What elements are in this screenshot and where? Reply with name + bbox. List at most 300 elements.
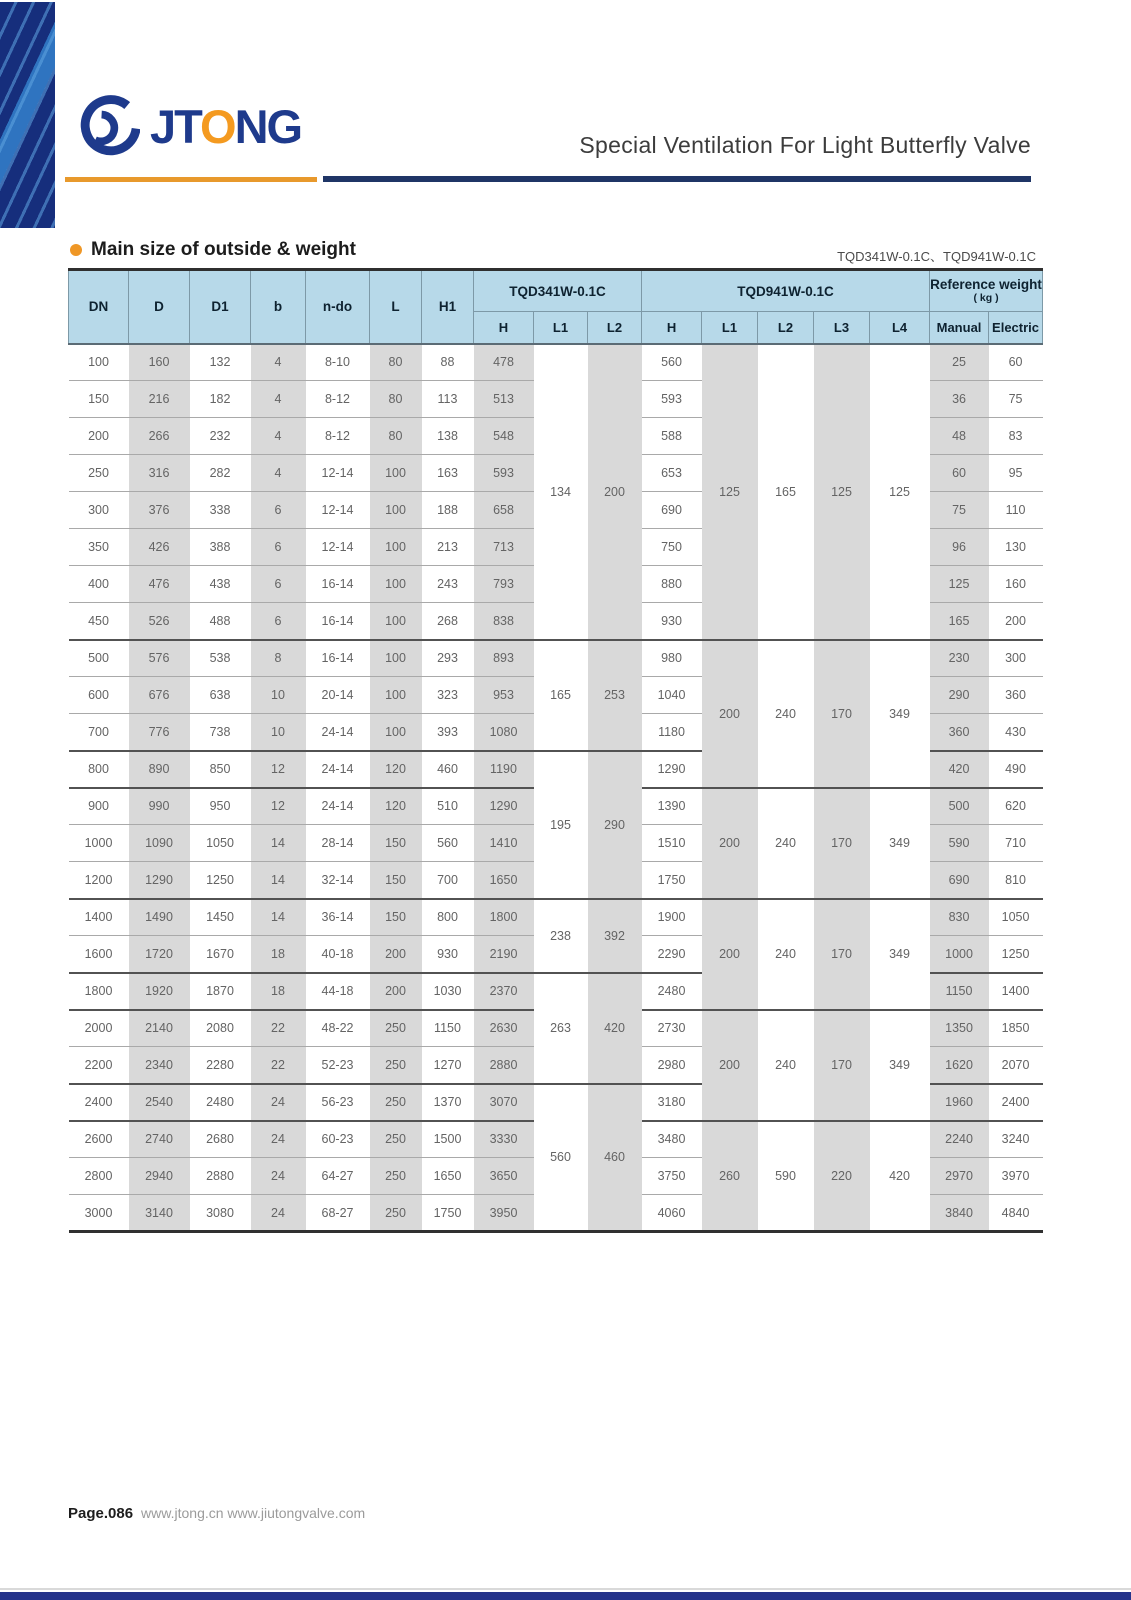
- cell-dn: 1600: [69, 936, 129, 973]
- cell-l: 100: [370, 566, 422, 603]
- cell-h1: 800: [422, 899, 474, 936]
- cell-tqd941-h: 593: [642, 381, 702, 418]
- cell-n-do: 20-14: [306, 677, 370, 714]
- cell-n-do: 8-10: [306, 344, 370, 381]
- cell-d: 890: [129, 751, 190, 788]
- cell-n-do: 8-12: [306, 418, 370, 455]
- cell-b: 10: [251, 714, 306, 751]
- cell-tqd941-h: 1510: [642, 825, 702, 862]
- cell-tqd341-h: 2370: [474, 973, 534, 1010]
- cell-tqd341-h: 2190: [474, 936, 534, 973]
- cell-tqd341-l2: 460: [588, 1084, 642, 1232]
- col-header-n-do: n-do: [306, 270, 370, 344]
- cell-dn: 1000: [69, 825, 129, 862]
- cell-tqd341-h: 548: [474, 418, 534, 455]
- footer: [68, 1505, 365, 1522]
- cell-tqd941-l3: 125: [814, 344, 870, 640]
- cell-b: 22: [251, 1010, 306, 1047]
- cell-weight-electric: 810: [989, 862, 1043, 899]
- cell-dn: 2400: [69, 1084, 129, 1121]
- cell-l: 100: [370, 603, 422, 640]
- cell-tqd341-l1: 165: [534, 640, 588, 751]
- navy-rule: [323, 176, 1031, 182]
- cell-l: 150: [370, 862, 422, 899]
- cell-n-do: 36-14: [306, 899, 370, 936]
- cell-l: 250: [370, 1047, 422, 1084]
- cell-tqd941-l1: 200: [702, 640, 758, 788]
- cell-weight-electric: 3240: [989, 1121, 1043, 1158]
- cell-d1: 338: [190, 492, 251, 529]
- cell-tqd941-h: 3750: [642, 1158, 702, 1195]
- cell-dn: 3000: [69, 1195, 129, 1232]
- cell-d: 376: [129, 492, 190, 529]
- cell-tqd941-l1: 200: [702, 1010, 758, 1121]
- cell-weight-electric: 110: [989, 492, 1043, 529]
- brand-jt: JT: [150, 99, 200, 153]
- cell-tqd941-l3: 220: [814, 1121, 870, 1232]
- cell-tqd941-l4: 349: [870, 788, 930, 899]
- cell-d: 776: [129, 714, 190, 751]
- cell-weight-manual: 1620: [930, 1047, 989, 1084]
- cell-tqd941-h: 930: [642, 603, 702, 640]
- cell-dn: 1200: [69, 862, 129, 899]
- group-header-label: Reference weight: [930, 276, 1042, 292]
- cell-h1: 323: [422, 677, 474, 714]
- cell-weight-electric: 4840: [989, 1195, 1043, 1232]
- cell-weight-manual: 60: [930, 455, 989, 492]
- cell-weight-electric: 710: [989, 825, 1043, 862]
- cell-dn: 1800: [69, 973, 129, 1010]
- cell-tqd941-l1: 200: [702, 899, 758, 1010]
- cell-l: 100: [370, 492, 422, 529]
- cell-weight-electric: 2400: [989, 1084, 1043, 1121]
- cell-tqd941-l2: 240: [758, 788, 814, 899]
- model-codes-label: TQD341W-0.1C、TQD941W-0.1C: [837, 249, 1036, 264]
- footer-urls: www.jtong.cn www.jiutongvalve.com: [141, 1505, 366, 1521]
- cell-d: 2940: [129, 1158, 190, 1195]
- section-title: Main size of outside & weight: [91, 239, 356, 260]
- cell-tqd341-l1: 263: [534, 973, 588, 1084]
- cell-l: 120: [370, 751, 422, 788]
- cell-d1: 282: [190, 455, 251, 492]
- cell-tqd341-l1: 195: [534, 751, 588, 899]
- cell-tqd341-h: 1190: [474, 751, 534, 788]
- brand-ng: NG: [234, 99, 302, 153]
- cell-tqd341-h: 513: [474, 381, 534, 418]
- cell-tqd941-l2: 590: [758, 1121, 814, 1232]
- cell-b: 6: [251, 529, 306, 566]
- cell-tqd341-l1: 560: [534, 1084, 588, 1232]
- cell-tqd941-h: 2730: [642, 1010, 702, 1047]
- cell-n-do: 44-18: [306, 973, 370, 1010]
- brand-logo: [76, 92, 301, 160]
- cell-d1: 132: [190, 344, 251, 381]
- cell-d: 266: [129, 418, 190, 455]
- cell-weight-manual: 3840: [930, 1195, 989, 1232]
- sub-col-header: Manual: [930, 312, 989, 344]
- cell-h1: 243: [422, 566, 474, 603]
- cell-l: 120: [370, 788, 422, 825]
- cell-l: 250: [370, 1010, 422, 1047]
- cell-d1: 2280: [190, 1047, 251, 1084]
- cell-tqd341-h: 3650: [474, 1158, 534, 1195]
- cell-d1: 738: [190, 714, 251, 751]
- brand-name: [150, 99, 301, 154]
- cell-weight-electric: 430: [989, 714, 1043, 751]
- cell-l: 200: [370, 973, 422, 1010]
- cell-weight-manual: 830: [930, 899, 989, 936]
- cell-d1: 1450: [190, 899, 251, 936]
- cell-tqd941-l2: 240: [758, 899, 814, 1010]
- cell-n-do: 24-14: [306, 751, 370, 788]
- cell-weight-manual: 230: [930, 640, 989, 677]
- cell-weight-electric: 200: [989, 603, 1043, 640]
- left-decorative-band: [0, 2, 55, 228]
- sub-col-header: H: [474, 312, 534, 344]
- cell-l: 100: [370, 640, 422, 677]
- col-header-dn: DN: [69, 270, 129, 344]
- col-header-h1: H1: [422, 270, 474, 344]
- cell-weight-electric: 160: [989, 566, 1043, 603]
- cell-d1: 2680: [190, 1121, 251, 1158]
- cell-tqd941-l3: 170: [814, 899, 870, 1010]
- cell-tqd341-h: 658: [474, 492, 534, 529]
- cell-b: 10: [251, 677, 306, 714]
- cell-tqd941-l4: 349: [870, 640, 930, 788]
- cell-weight-electric: 2070: [989, 1047, 1043, 1084]
- cell-n-do: 68-27: [306, 1195, 370, 1232]
- cell-dn: 500: [69, 640, 129, 677]
- cell-tqd941-h: 690: [642, 492, 702, 529]
- cell-d: 2140: [129, 1010, 190, 1047]
- cell-weight-electric: 83: [989, 418, 1043, 455]
- cell-h1: 1650: [422, 1158, 474, 1195]
- cell-dn: 150: [69, 381, 129, 418]
- orange-rule: [65, 177, 317, 182]
- cell-b: 22: [251, 1047, 306, 1084]
- cell-tqd941-h: 880: [642, 566, 702, 603]
- cell-h1: 1150: [422, 1010, 474, 1047]
- cell-h1: 1370: [422, 1084, 474, 1121]
- cell-tqd941-l3: 170: [814, 1010, 870, 1121]
- cell-n-do: 28-14: [306, 825, 370, 862]
- cell-n-do: 12-14: [306, 455, 370, 492]
- group-header: [642, 270, 930, 312]
- cell-weight-electric: 1250: [989, 936, 1043, 973]
- cell-h1: 393: [422, 714, 474, 751]
- cell-d: 576: [129, 640, 190, 677]
- bottom-blue-bar: [0, 1592, 1131, 1600]
- cell-tqd941-h: 1290: [642, 751, 702, 788]
- cell-n-do: 52-23: [306, 1047, 370, 1084]
- cell-weight-electric: 75: [989, 381, 1043, 418]
- cell-tqd941-h: 1040: [642, 677, 702, 714]
- cell-l: 250: [370, 1121, 422, 1158]
- cell-l: 100: [370, 677, 422, 714]
- cell-tqd341-h: 1410: [474, 825, 534, 862]
- cell-d1: 232: [190, 418, 251, 455]
- col-header-d1: D1: [190, 270, 251, 344]
- cell-b: 18: [251, 973, 306, 1010]
- cell-l: 200: [370, 936, 422, 973]
- cell-d1: 1870: [190, 973, 251, 1010]
- cell-h1: 460: [422, 751, 474, 788]
- cell-d: 1920: [129, 973, 190, 1010]
- cell-tqd941-l2: 240: [758, 640, 814, 788]
- cell-d1: 488: [190, 603, 251, 640]
- cell-l: 80: [370, 344, 422, 381]
- cell-tqd341-h: 3070: [474, 1084, 534, 1121]
- cell-b: 14: [251, 862, 306, 899]
- cell-h1: 293: [422, 640, 474, 677]
- cell-weight-electric: 1050: [989, 899, 1043, 936]
- sub-col-header: L1: [534, 312, 588, 344]
- cell-l: 80: [370, 418, 422, 455]
- section-heading: [70, 239, 356, 261]
- cell-tqd941-l4: 125: [870, 344, 930, 640]
- cell-b: 12: [251, 788, 306, 825]
- table-row-dn-100: [69, 344, 1043, 381]
- cell-d1: 182: [190, 381, 251, 418]
- cell-tqd341-l2: 420: [588, 973, 642, 1084]
- sub-col-header: L4: [870, 312, 930, 344]
- cell-d1: 950: [190, 788, 251, 825]
- cell-tqd341-h: 793: [474, 566, 534, 603]
- cell-tqd941-h: 560: [642, 344, 702, 381]
- cell-d: 1490: [129, 899, 190, 936]
- cell-b: 6: [251, 492, 306, 529]
- cell-d: 676: [129, 677, 190, 714]
- cell-l: 100: [370, 714, 422, 751]
- cell-b: 14: [251, 899, 306, 936]
- cell-tqd341-h: 593: [474, 455, 534, 492]
- group-header: [930, 270, 1043, 312]
- cell-dn: 2600: [69, 1121, 129, 1158]
- cell-d1: 388: [190, 529, 251, 566]
- cell-n-do: 16-14: [306, 603, 370, 640]
- cell-l: 150: [370, 899, 422, 936]
- cell-tqd941-l1: 260: [702, 1121, 758, 1232]
- cell-d: 316: [129, 455, 190, 492]
- sub-col-header: L1: [702, 312, 758, 344]
- cell-tqd941-h: 1390: [642, 788, 702, 825]
- cell-d: 2740: [129, 1121, 190, 1158]
- cell-tqd341-h: 1800: [474, 899, 534, 936]
- cell-weight-manual: 590: [930, 825, 989, 862]
- cell-tqd941-l4: 349: [870, 1010, 930, 1121]
- cell-tqd341-l2: 253: [588, 640, 642, 751]
- cell-weight-manual: 1350: [930, 1010, 989, 1047]
- cell-tqd341-l2: 290: [588, 751, 642, 899]
- cell-tqd341-h: 838: [474, 603, 534, 640]
- col-header-b: b: [251, 270, 306, 344]
- cell-h1: 138: [422, 418, 474, 455]
- cell-b: 12: [251, 751, 306, 788]
- cell-tqd941-l1: 200: [702, 788, 758, 899]
- cell-d: 3140: [129, 1195, 190, 1232]
- cell-tqd941-h: 980: [642, 640, 702, 677]
- cell-dn: 350: [69, 529, 129, 566]
- cell-n-do: 24-14: [306, 714, 370, 751]
- cell-weight-manual: 125: [930, 566, 989, 603]
- cell-d: 1290: [129, 862, 190, 899]
- jtong-swirl-icon: [76, 92, 140, 160]
- cell-tqd941-h: 2980: [642, 1047, 702, 1084]
- cell-tqd941-h: 3480: [642, 1121, 702, 1158]
- cell-d: 216: [129, 381, 190, 418]
- cell-tqd341-h: 2880: [474, 1047, 534, 1084]
- cell-weight-manual: 420: [930, 751, 989, 788]
- cell-l: 250: [370, 1084, 422, 1121]
- cell-n-do: 24-14: [306, 788, 370, 825]
- cell-weight-manual: 360: [930, 714, 989, 751]
- sub-col-header: Electric: [989, 312, 1043, 344]
- cell-tqd941-h: 1900: [642, 899, 702, 936]
- cell-d: 2340: [129, 1047, 190, 1084]
- cell-tqd941-h: 588: [642, 418, 702, 455]
- cell-tqd941-l4: 349: [870, 899, 930, 1010]
- cell-weight-electric: 130: [989, 529, 1043, 566]
- cell-l: 80: [370, 381, 422, 418]
- cell-tqd341-h: 953: [474, 677, 534, 714]
- cell-d1: 1050: [190, 825, 251, 862]
- page-title: Special Ventilation For Light Butterfly Valve: [579, 132, 1031, 158]
- bottom-hairline: [0, 1588, 1131, 1590]
- cell-d: 1720: [129, 936, 190, 973]
- cell-d: 526: [129, 603, 190, 640]
- cell-tqd341-h: 1290: [474, 788, 534, 825]
- cell-b: 24: [251, 1195, 306, 1232]
- cell-tqd941-l2: 240: [758, 1010, 814, 1121]
- cell-tqd941-h: 653: [642, 455, 702, 492]
- cell-weight-manual: 48: [930, 418, 989, 455]
- cell-h1: 113: [422, 381, 474, 418]
- cell-weight-electric: 300: [989, 640, 1043, 677]
- cell-b: 4: [251, 418, 306, 455]
- cell-tqd341-h: 1650: [474, 862, 534, 899]
- cell-d1: 850: [190, 751, 251, 788]
- cell-tqd941-h: 1750: [642, 862, 702, 899]
- cell-tqd941-h: 1180: [642, 714, 702, 751]
- cell-dn: 450: [69, 603, 129, 640]
- cell-h1: 1500: [422, 1121, 474, 1158]
- cell-weight-manual: 2240: [930, 1121, 989, 1158]
- cell-h1: 700: [422, 862, 474, 899]
- cell-tqd941-h: 3180: [642, 1084, 702, 1121]
- size-weight-table: [68, 268, 1043, 1233]
- cell-d: 2540: [129, 1084, 190, 1121]
- cell-tqd941-h: 4060: [642, 1195, 702, 1232]
- cell-l: 100: [370, 529, 422, 566]
- cell-l: 100: [370, 455, 422, 492]
- cell-weight-electric: 3970: [989, 1158, 1043, 1195]
- cell-weight-electric: 490: [989, 751, 1043, 788]
- cell-n-do: 12-14: [306, 529, 370, 566]
- cell-tqd341-h: 2630: [474, 1010, 534, 1047]
- cell-weight-manual: 2970: [930, 1158, 989, 1195]
- sub-col-header: L2: [588, 312, 642, 344]
- cell-weight-electric: 95: [989, 455, 1043, 492]
- cell-h1: 163: [422, 455, 474, 492]
- cell-tqd941-h: 2290: [642, 936, 702, 973]
- cell-h1: 1030: [422, 973, 474, 1010]
- cell-tqd341-h: 713: [474, 529, 534, 566]
- cell-weight-manual: 165: [930, 603, 989, 640]
- cell-d: 990: [129, 788, 190, 825]
- cell-b: 24: [251, 1121, 306, 1158]
- cell-weight-electric: 620: [989, 788, 1043, 825]
- cell-h1: 213: [422, 529, 474, 566]
- cell-dn: 2200: [69, 1047, 129, 1084]
- cell-d1: 2880: [190, 1158, 251, 1195]
- cell-weight-manual: 75: [930, 492, 989, 529]
- cell-n-do: 60-23: [306, 1121, 370, 1158]
- cell-weight-electric: 360: [989, 677, 1043, 714]
- cell-weight-manual: 36: [930, 381, 989, 418]
- cell-d1: 2080: [190, 1010, 251, 1047]
- cell-n-do: 16-14: [306, 640, 370, 677]
- size-weight-table-wrap: [68, 268, 1043, 1233]
- group-header-sublabel: ( kg ): [973, 291, 999, 304]
- cell-tqd941-l1: 125: [702, 344, 758, 640]
- cell-h1: 510: [422, 788, 474, 825]
- cell-dn: 800: [69, 751, 129, 788]
- cell-weight-manual: 500: [930, 788, 989, 825]
- cell-d: 160: [129, 344, 190, 381]
- cell-tqd341-l2: 392: [588, 899, 642, 973]
- cell-h1: 88: [422, 344, 474, 381]
- cell-l: 250: [370, 1195, 422, 1232]
- cell-n-do: 8-12: [306, 381, 370, 418]
- cell-b: 18: [251, 936, 306, 973]
- cell-d1: 438: [190, 566, 251, 603]
- cell-d: 1090: [129, 825, 190, 862]
- cell-weight-electric: 1850: [989, 1010, 1043, 1047]
- cell-d1: 2480: [190, 1084, 251, 1121]
- cell-n-do: 40-18: [306, 936, 370, 973]
- cell-tqd341-h: 478: [474, 344, 534, 381]
- sub-col-header: H: [642, 312, 702, 344]
- cell-tqd941-l3: 170: [814, 788, 870, 899]
- cell-weight-manual: 1150: [930, 973, 989, 1010]
- cell-n-do: 32-14: [306, 862, 370, 899]
- cell-dn: 2800: [69, 1158, 129, 1195]
- cell-n-do: 12-14: [306, 492, 370, 529]
- cell-tqd341-h: 3950: [474, 1195, 534, 1232]
- cell-tqd341-h: 1080: [474, 714, 534, 751]
- cell-tqd341-h: 3330: [474, 1121, 534, 1158]
- cell-b: 14: [251, 825, 306, 862]
- cell-weight-manual: 290: [930, 677, 989, 714]
- cell-b: 4: [251, 344, 306, 381]
- col-header-d: D: [129, 270, 190, 344]
- cell-h1: 1270: [422, 1047, 474, 1084]
- cell-tqd941-l2: 165: [758, 344, 814, 640]
- brand-o: O: [200, 99, 235, 153]
- cell-n-do: 64-27: [306, 1158, 370, 1195]
- cell-dn: 900: [69, 788, 129, 825]
- cell-d1: 1250: [190, 862, 251, 899]
- cell-tqd341-l1: 238: [534, 899, 588, 973]
- cell-weight-electric: 60: [989, 344, 1043, 381]
- orange-bullet-icon: [70, 244, 82, 256]
- cell-dn: 100: [69, 344, 129, 381]
- cell-h1: 268: [422, 603, 474, 640]
- sub-col-header: L2: [758, 312, 814, 344]
- cell-dn: 200: [69, 418, 129, 455]
- cell-d: 426: [129, 529, 190, 566]
- cell-d1: 3080: [190, 1195, 251, 1232]
